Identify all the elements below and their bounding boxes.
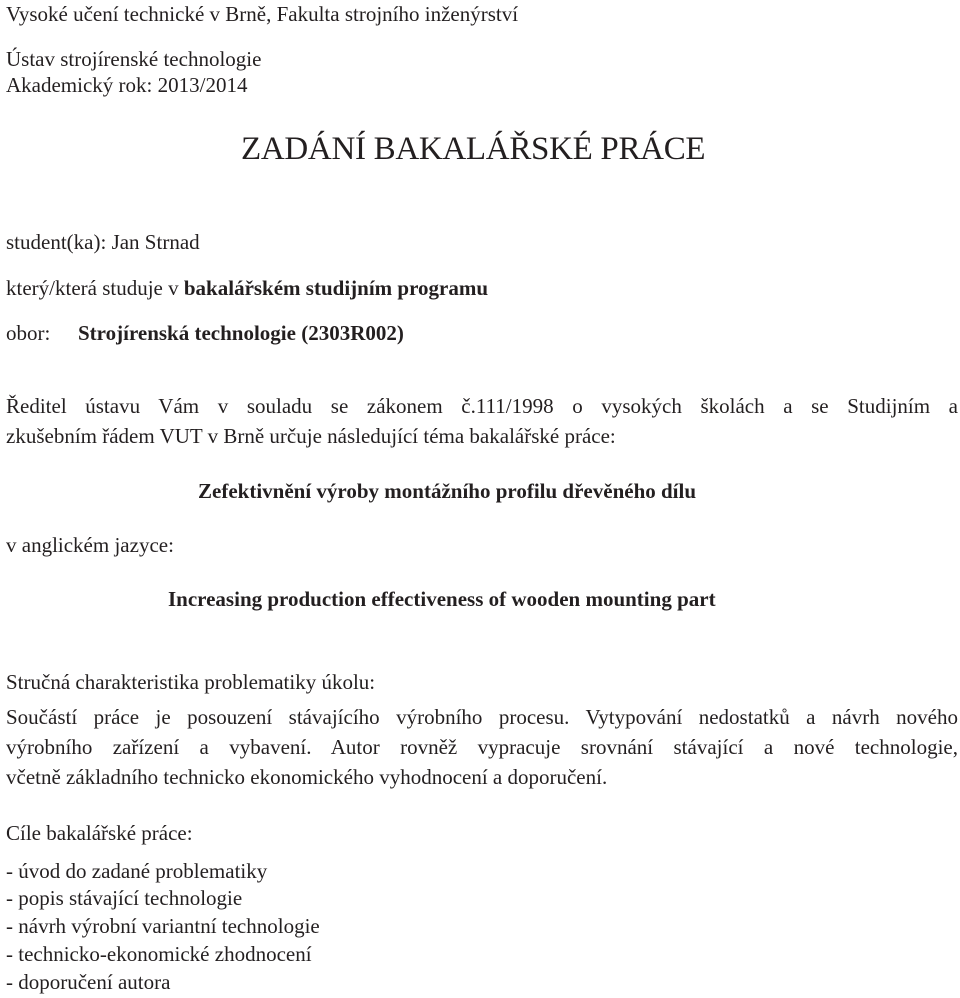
field-name: Strojírenská technologie (2303R002)	[78, 321, 404, 345]
program-name: bakalářském studijním programu	[183, 276, 489, 300]
field-label: obor:	[6, 321, 51, 345]
intro-line-1: Ředitel ústavu Vám v souladu se zákonem č.111/1998 o vysokých školách a se Studijním a	[6, 394, 958, 418]
student-line	[6, 230, 200, 254]
document-title: ZADÁNÍ BAKALÁŘSKÉ PRÁCE	[241, 131, 706, 167]
goal-item: - technicko-ekonomické zhodnocení	[6, 942, 312, 966]
topic-english: Increasing production effectiveness of wooden mounting part	[168, 587, 716, 611]
intro-paragraph	[6, 391, 958, 451]
topic-czech: Zefektivnění výroby montážního profilu dřevěného dílu	[198, 479, 697, 503]
goal-item: - návrh výrobní variantní technologie	[6, 914, 320, 938]
characteristics-line-3: včetně základního technicko ekonomického vyhodnocení a doporučení.	[6, 765, 608, 789]
characteristics-paragraph	[6, 702, 958, 792]
student-name: Jan Strnad	[111, 230, 200, 254]
program-line	[6, 276, 488, 300]
characteristics-line-1: Součástí práce je posouzení stávajícího výrobního procesu. Vytypování nedostatků a návrh nového	[6, 705, 958, 729]
goal-item: - doporučení autora	[6, 970, 171, 994]
goals-heading: Cíle bakalářské práce:	[6, 821, 193, 845]
program-prefix: který/která studuje v	[6, 276, 179, 300]
institution-line: Vysoké učení technické v Brně, Fakulta strojního inženýrství	[6, 2, 519, 26]
goal-item: - úvod do zadané problematiky	[6, 859, 268, 883]
student-label: student(ka):	[6, 230, 107, 254]
academic-year-line: Akademický rok: 2013/2014	[6, 73, 248, 97]
field-line	[6, 321, 404, 345]
characteristics-line-2: výrobního zařízení a vybavení. Autor rovněž vypracuje srovnání stávající a nové technologie,	[6, 735, 958, 759]
institute-line: Ústav strojírenské technologie	[6, 47, 262, 71]
characteristics-heading: Stručná charakteristika problematiky úkolu:	[6, 670, 376, 694]
intro-line-2: zkušebním řádem VUT v Brně určuje následující téma bakalářské práce:	[6, 424, 616, 448]
goal-item: - popis stávající technologie	[6, 886, 243, 910]
english-label: v anglickém jazyce:	[6, 533, 174, 557]
